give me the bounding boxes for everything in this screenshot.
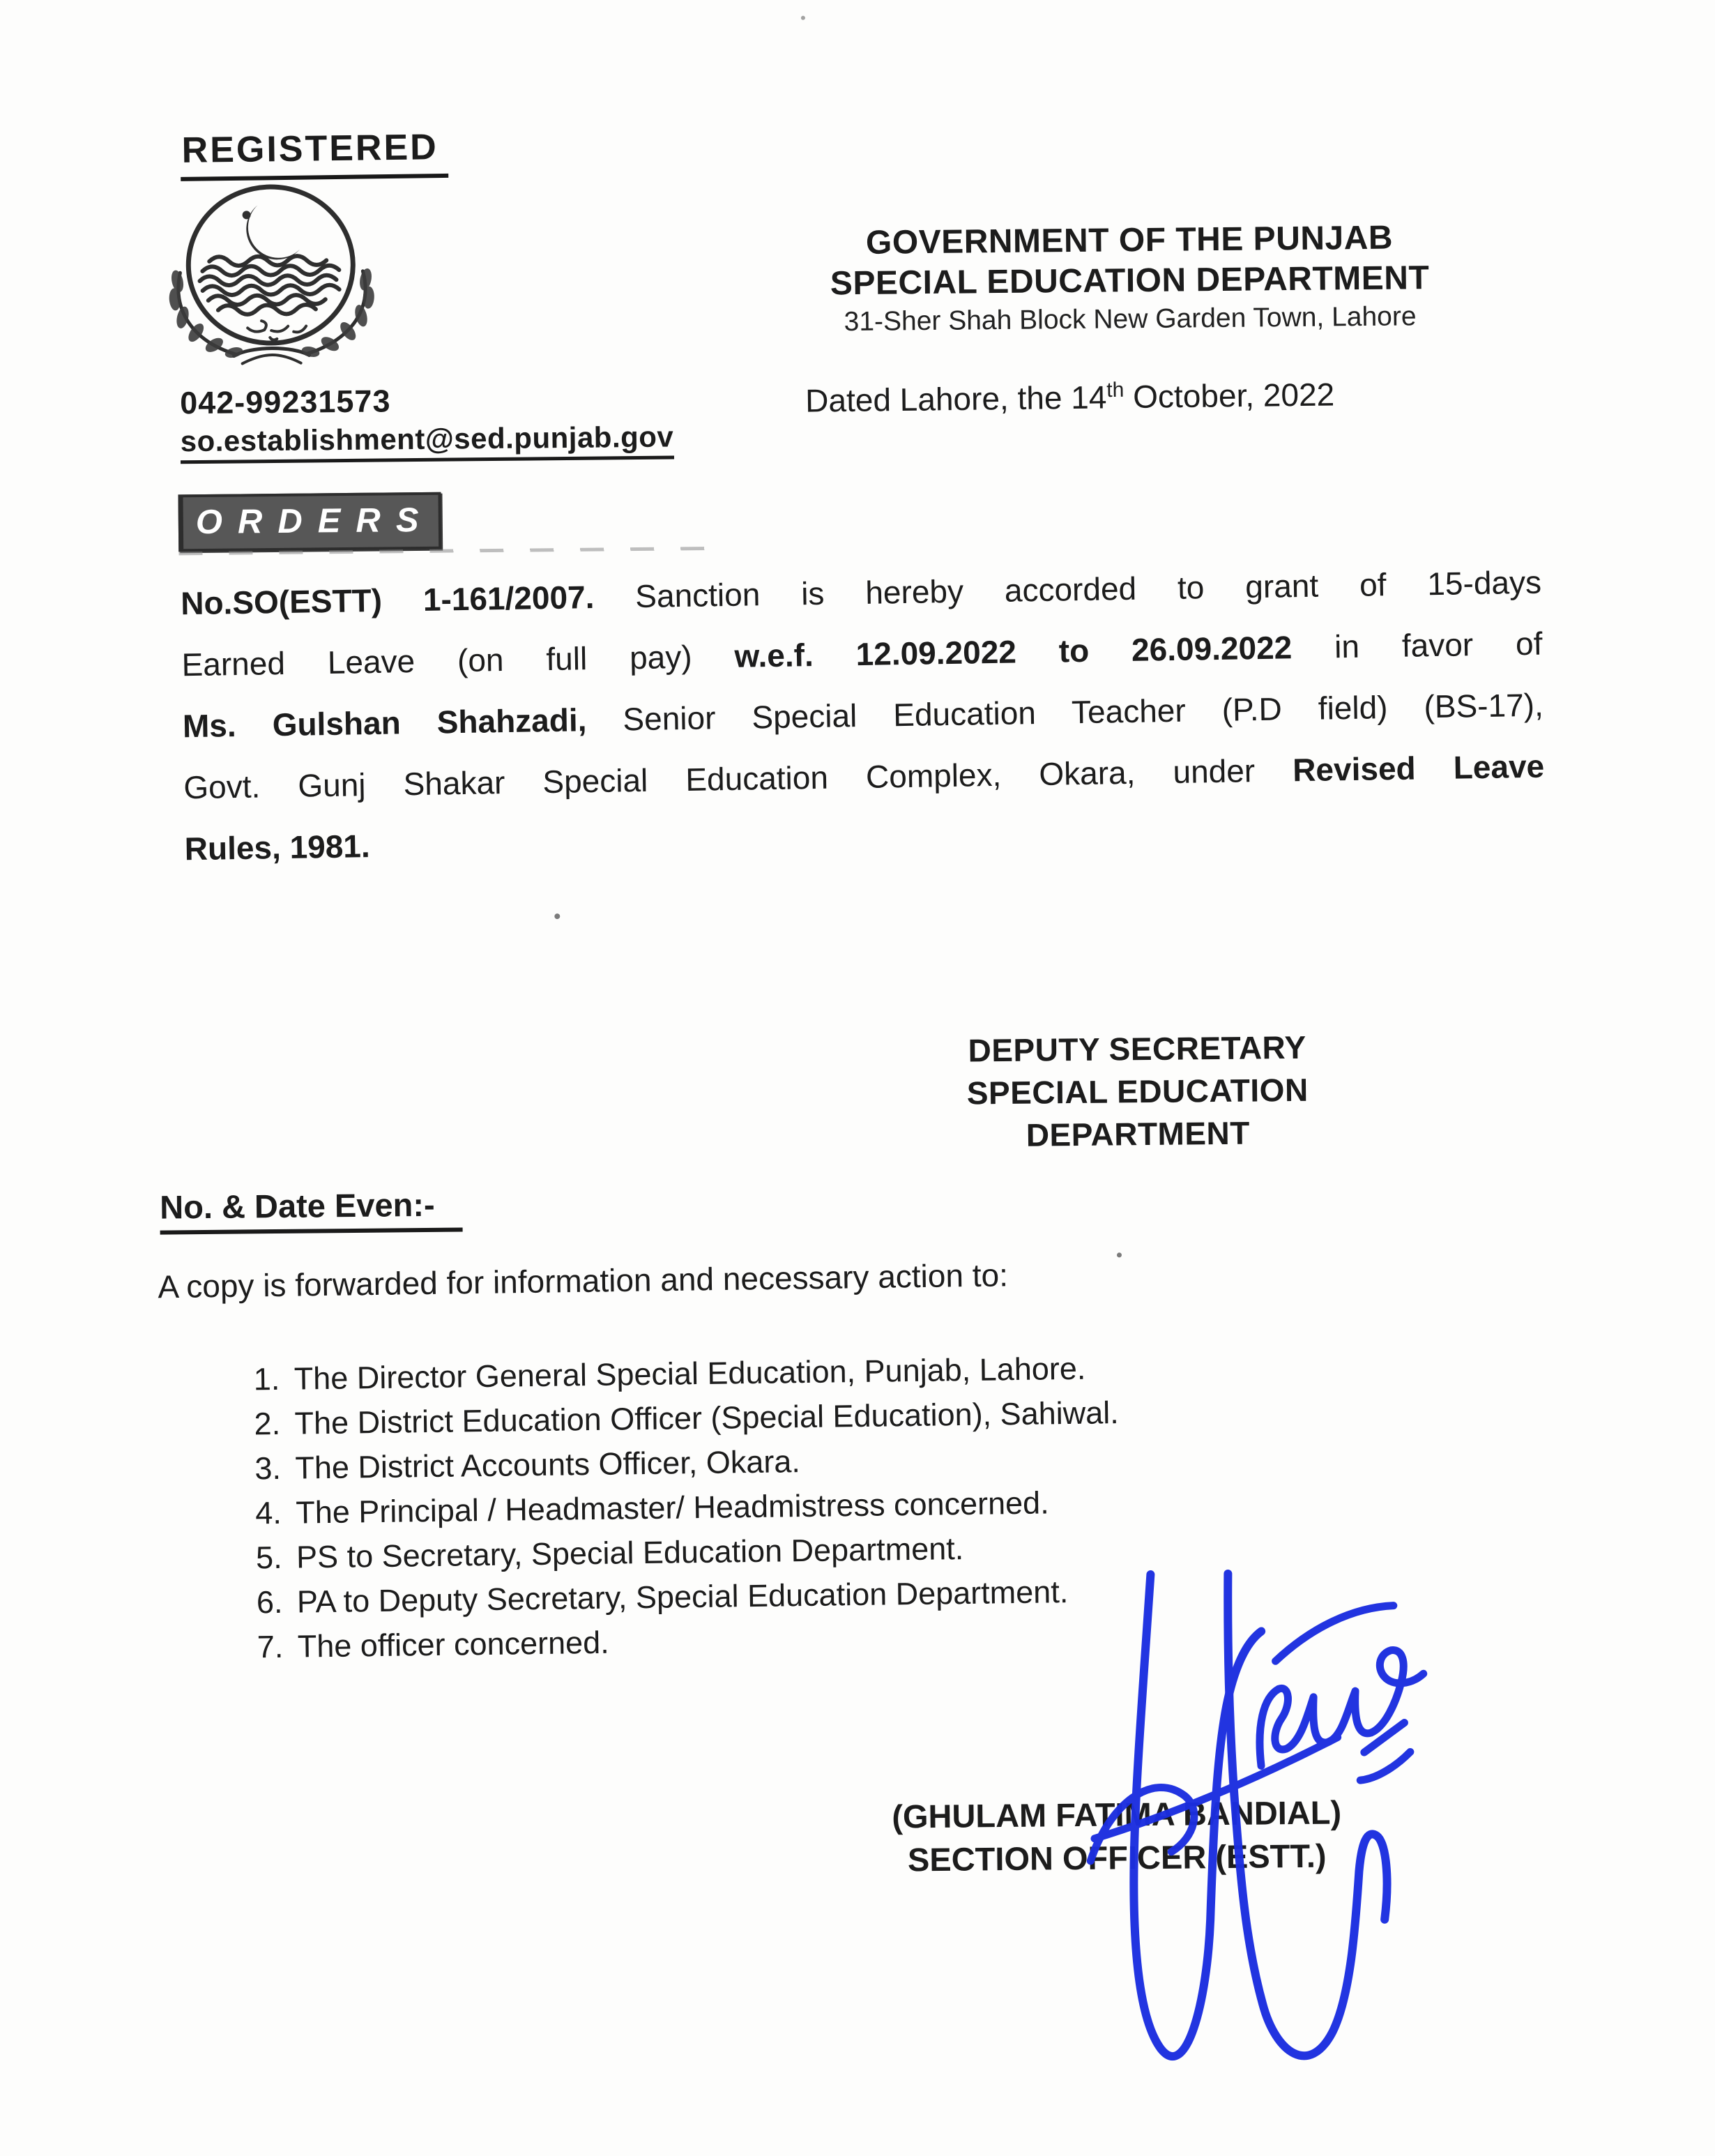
scan-speck [1117,1252,1122,1257]
item-number: 4. [254,1494,282,1531]
order-text: Earned Leave (on full pay) [181,637,735,683]
item-text: The District Accounts Officer, Okara. [295,1443,801,1486]
order-text: in favor of [1291,625,1543,666]
letterhead [763,217,1497,341]
authority-title: DEPUTY SECRETARY [968,1028,1306,1069]
item-text: The Director General Special Education, Punjab, Lahore. [294,1350,1086,1397]
order-text: Govt. Gunj Shakar Special Education Complex, Okara, under [183,752,1293,806]
signatory-name: (GHULAM FATIMA BANDIAL) [892,1793,1342,1835]
item-text: The Principal / Headmaster/ Headmistress concerned. [295,1485,1049,1531]
item-text: PA to Deputy Secretary, Special Education Department. [296,1574,1069,1620]
government-title: GOVERNMENT OF THE PUNJAB [865,219,1394,261]
item-text: The District Education Officer (Special Education), Sahiwal. [294,1395,1120,1441]
leave-rules: Revised Leave [1292,747,1545,789]
orders-heading: ORDERS [178,492,441,552]
item-number: 7. [257,1628,284,1665]
punjab-government-crest-icon [165,179,397,369]
date-suffix: October, 2022 [1124,376,1335,416]
email-address: so.establishment@sed.punjab.gov [180,420,673,464]
phone-number: 042-99231573 [179,383,391,421]
registered-stamp: REGISTERED [180,126,448,181]
item-text: PS to Secretary, Special Education Department. [296,1531,964,1575]
department-address: 31-Sher Shah Block New Garden Town, Lahore [844,301,1417,337]
leave-rules-continued: Rules, 1981. [184,828,371,867]
order-ref-number: No.SO(ESTT) 1-161/2007. [180,578,595,622]
authority-department: SPECIAL EDUCATION [966,1071,1309,1111]
date-ordinal-suffix: th [1106,378,1125,402]
scan-speck [801,16,805,20]
authority-department2: DEPARTMENT [1026,1114,1251,1153]
forwarding-note: A copy is forwarded for information and necessary action to: [158,1257,1009,1305]
date-prefix: Dated Lahore, the 14 [805,379,1107,419]
item-number: 5. [255,1539,282,1576]
item-number: 3. [254,1450,282,1487]
letter-date [805,375,1335,419]
item-text: The officer concerned. [297,1624,610,1664]
order-text: Senior Special Education Teacher (P.D field) (BS-17), [586,686,1544,738]
order-body [181,552,1546,880]
signatory-title: SECTION OFFICER (ESTT.) [907,1837,1327,1878]
item-number: 2. [254,1405,281,1442]
distribution-list [253,1346,1122,1669]
order-text: Sanction is hereby accorded to grant of 15-days [593,563,1542,615]
leave-dates: w.e.f. 12.09.2022 to 26.09.2022 [734,629,1293,674]
signature-ink [1051,1547,1503,2109]
issuing-authority [795,1024,1480,1158]
employee-name: Ms. Gulshan Shahzadi, [182,701,587,745]
department-title: SPECIAL EDUCATION DEPARTMENT [830,259,1430,303]
item-number: 6. [256,1584,283,1620]
item-number: 1. [253,1360,280,1397]
scan-speck [554,913,560,919]
endorsement-heading: No. & Date Even:- [160,1185,463,1234]
